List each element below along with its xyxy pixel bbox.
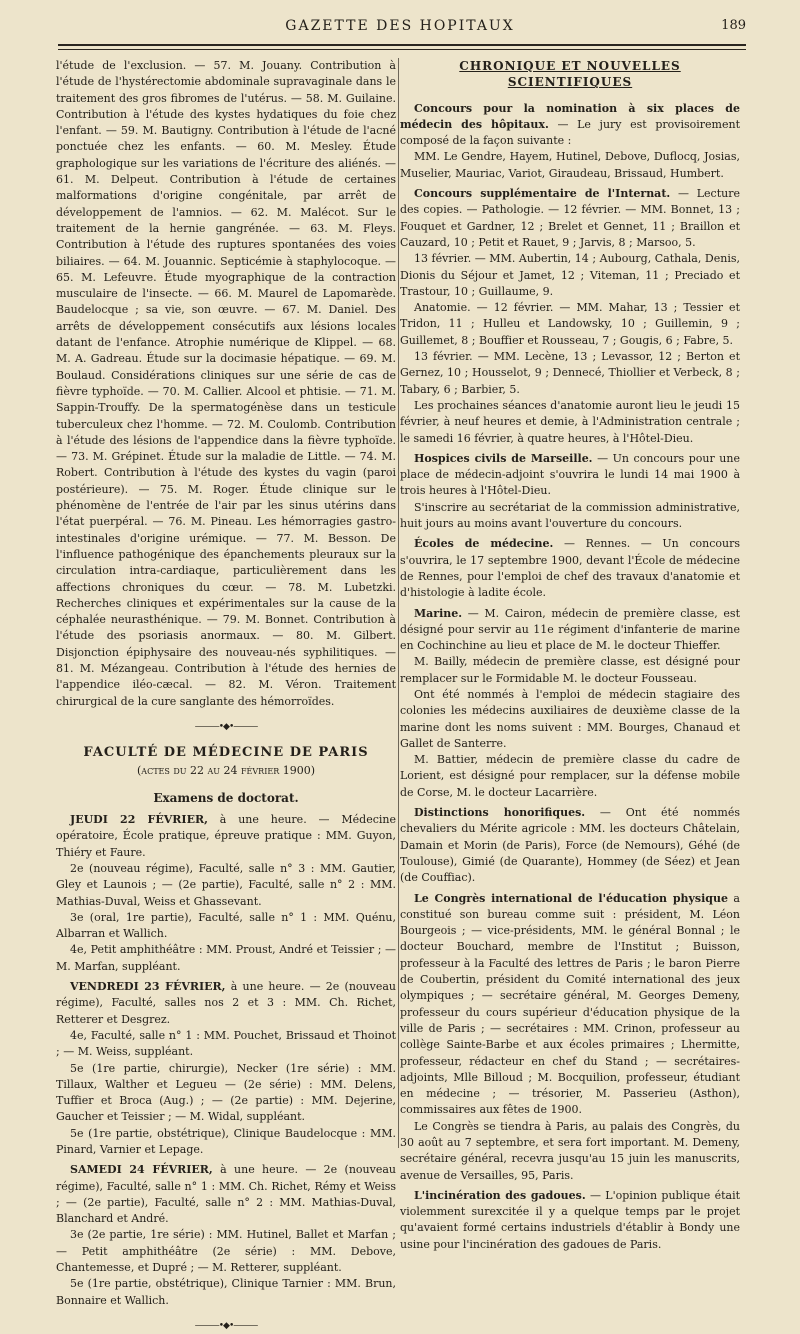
day-heading: SAMEDI 24 FÉVRIER,	[70, 1163, 213, 1177]
news-text: — Rennes. — Un concours s'ouvrira, le 17 septembre 1900, devant l'École de médecine de Rennes, pour l'emploi de chef des travaux d'anatomie et d'histologie à ladite école.	[400, 537, 741, 600]
news-text: — Lecture des copies. — Pathologie. — 12 février. — MM. Bonnet, 13 ; Fouquet et Gardner, 12 ; Brelet et Gennet, 11 ; Braillon et Cauzard, 10 ; Petit et Rauet, 9 ; Jarvis, 8 ; Marsoo, 5.	[400, 187, 740, 249]
chronicle-title: CHRONIQUE ET NOUVELLES SCIENTIFIQUES	[459, 59, 681, 90]
news-paragraph: 13 février. — MM. Lecène, 13 ; Levassor, 12 ; Berton et Gernez, 10 ; Housselot, 9 ; Dennecé, Thiollier et Verbeck, 8 ; Tabary, 6 ; Barbier, 5.	[400, 350, 740, 396]
news-item	[400, 606, 740, 655]
header-rule-thick	[58, 44, 746, 46]
news-paragraph: M. Battier, médecin de première classe du cadre de Lorient, est désigné pour remplacer, sur la défense mobile de Corse, M. le docteur Lacarrière.	[400, 753, 740, 799]
news-paragraph: Les prochaines séances d'anatomie auront lieu le jeudi 15 février, à neuf heures et demie, à l'Administration centrale ; le samedi 16 février, à quatre heures, à l'Hôtel-Dieu.	[400, 398, 740, 445]
news-heading: Hospices civils de Marseille.	[414, 451, 593, 465]
news-item	[400, 891, 740, 1119]
news-item	[400, 536, 740, 601]
page-header	[0, 14, 800, 44]
day-text: à une heure. — 2e (nouveau régime), Faculté, salle n° 1 : MM. Ch. Richet, Rémy et Weiss ; — (2e partie), Faculté, salle n° 2 : MM. Mathias-Duval, Blanchard et André.	[56, 1163, 396, 1226]
exam-day-saturday	[56, 1162, 396, 1227]
news-text: a constitué son bureau comme suit : président, M. Léon Bourgeois ; — vice-présidents, MM. le général Bonnal ; le docteur Bouchard, membre de l'Institut ; Buisson, professeur à la Faculté des lettres de Paris ; le baron Pierre de Coubertin, président du Comité international des jeux olympiques ; — secrétaire général, M. Georges Demeny, professeur du cours supérieur d'éducation physique de la ville de Paris ; — secrétaires : MM. Crinon, professeur au collège Sainte-Barbe et aux écoles primaires ; Lhermitte, professeur, rédacteur en chef du Stand ; — secrétaires-adjoints, Mlle Billoud ; M. Bocquilion, professeur, étudiant en médecine ; — trésorier, M. Passerieu (Asthon), commissaires aux fêtes de 1900.	[400, 891, 740, 1117]
page-number: 189	[721, 18, 746, 33]
exam-entry: 2e (nouveau régime), Faculté, salle n° 3 : MM. Gautier, Gley et Launois ; — (2e partie), Faculté, salle n° 2 : MM. Mathias-Duval, Weiss et Ghassevant.	[56, 861, 396, 908]
day-text: à une heure. — 2e (nouveau régime), Faculté, salles nos 2 et 3 : MM. Ch. Richet, Retterer et Desgrez.	[56, 980, 396, 1026]
news-heading: Concours pour la nomination à six places de médecin des hôpitaux.	[400, 101, 740, 131]
exam-day-friday	[56, 979, 396, 1028]
news-paragraph: MM. Le Gendre, Hayem, Hutinel, Debove, Duflocq, Josias, Muselier, Mauriac, Variot, Giraudeau, Brissaud, Humbert.	[400, 150, 740, 180]
news-heading: Écoles de médecine.	[414, 537, 554, 551]
faculty-section-title: FACULTÉ DE MÉDECINE DE PARIS	[83, 745, 369, 761]
faculty-section-subtitle: (actes du 22 au 24 février 1900)	[137, 764, 315, 778]
exam-entry: 4e, Faculté, salle n° 1 : MM. Pouchet, Brissaud et Thoinot ; — M. Weiss, suppléant.	[56, 1028, 396, 1059]
separator-ornament: ———•◆•———	[194, 1320, 258, 1331]
thesis-list-paragraph: l'étude de l'exclusion. — 57. M. Jouany. Contribution à l'étude de l'hystérectomie abdominale supravaginale dans le traitement des gros fibromes de l'utérus. — 58. M. Guilaine. Contribution à l'étude des kystes hydatiques du foie chez l'enfant. — 59. M. Bautigny. Contribution à l'étude de l'acné ponctuée chez les enfants. — 60. M. Mesley. Étude graphologique sur les variations de l'écriture des aliénés. — 61. M. Delpeut. Contribution à l'étude de certaines malformations d'origine congénitale, par arrêt de développement de l'amnios. — 62. M. Malécot. Sur le traitement de la hernie gangrénée. — 63. M. Fleys. Contribution à l'étude des ruptures spontanées des voies biliaires. — 64. M. Jouannic. Septicémie à staphylocoque. — 65. M. Lefeuvre. Étude myographique de la contraction musculaire de l'insecte. — 66. M. Maurel de Lapomarède. Baudelocque ; sa vie, son œuvre. — 67. M. Daniel. Des arrêts de développement consécutifs aux lésions locales datant de l'enfance. Atrophie numérique de Klippel. — 68. M. A. Gadreau. Étude sur la docimasie hépatique. — 69. M. Boulaud. Considérations cliniques sur une série de cas de fièvre typhoïde. — 70. M. Callier. Alcool et phtisie. — 71. M. Sappin-Trouffy. De la spermatogénèse dans un testicule tuberculeux chez l'homme. — 72. M. Coulomb. Contribution à l'étude des lésions de l'appendice dans la fièvre typhoïde. — 73. M. Grépinet. Étude sur la maladie de Little. — 74. M. Robert. Contribution à l'étude des kystes du vagin (paroi postérieure). — 75. M. Roger. Étude clinique sur le phénomène de l'entrée de l'air par les sinus utérins dans l'état puerpéral. — 76. M. Pineau. Les hémorragies gastro-intestinales d'origine urémique. — 77. M. Besson. De l'influence pathogénique des épanchements pleuraux sur la circulation intra-cardiaque, particulièrement dans les affections chroniques du cœur. — 78. M. Lubetzki. Recherches cliniques et expérimentales sur la cause de la céphalée neurasthénique. — 79. M. Bonnet. Contribution à l'étude des psoriasis anormaux. — 80. M. Gilbert. Disjonction épiphysaire des nouveau-nés syphilitiques. — 81. M. Mézangeau. Contribution à l'étude des hernies de l'appendice iléo-cæcal. — 82. M. Véron. Traitement chirurgical de la cure sanglante des hémorroïdes.	[56, 59, 396, 708]
news-paragraph: M. Bailly, médecin de première classe, est désigné pour remplacer sur le Formidable M. le docteur Fousseau.	[400, 655, 740, 685]
day-text: à une heure. — Médecine opératoire, École pratique, épreuve pratique : MM. Guyon, Thiéry et Faure.	[56, 813, 396, 859]
header-rule-thin	[58, 49, 746, 50]
exams-subheading: Examens de doctorat.	[153, 790, 299, 805]
right-column	[400, 58, 741, 1251]
news-heading: Le Congrès international de l'éducation physique	[414, 891, 728, 905]
news-paragraph: 13 février. — MM. Aubertin, 14 ; Aubourg, Cathala, Denis, Dionis du Séjour et Jamet, 12 ; Viteman, 11 ; Preciado et Trastour, 10 ; Guillaume, 9.	[400, 252, 740, 298]
day-heading: JEUDI 22 FÉVRIER,	[70, 813, 208, 827]
news-heading: Concours supplémentaire de l'Internat.	[414, 187, 671, 201]
exam-entry: 5e (1re partie, obstétrique), Clinique Baudelocque : MM. Pinard, Varnier et Lepage.	[56, 1126, 396, 1156]
running-title: GAZETTE DES HOPITAUX	[285, 18, 515, 34]
news-heading: Distinctions honorifiques.	[414, 806, 586, 820]
exam-entry: 3e (oral, 1re partie), Faculté, salle n° 1 : MM. Quénu, Albarran et Wallich.	[56, 910, 396, 941]
news-item	[400, 1188, 740, 1253]
exam-entry: 4e, Petit amphithéâtre : MM. Proust, André et Teissier ; — M. Marfan, suppléant.	[56, 943, 396, 973]
left-column	[56, 58, 396, 1331]
news-text: — L'opinion publique était violemment surexcitée il y a quelque temps par le projet qu'avaient formé certains industriels d'établir à Bondy une usine pour l'incinération des gadoues de Paris.	[400, 1188, 741, 1251]
day-heading: VENDREDI 23 FÉVRIER,	[70, 980, 226, 994]
news-text: — Le jury est provisoirement composé de la façon suivante :	[400, 117, 741, 148]
news-heading: L'incinération des gadoues.	[414, 1188, 586, 1202]
news-item	[400, 451, 740, 500]
news-paragraph: S'inscrire au secrétariat de la commission administrative, huit jours au moins avant l'ouverture du concours.	[400, 500, 740, 531]
exam-entry: 5e (1re partie, chirurgie), Necker (1re série) : MM. Tillaux, Walther et Legueu — (2e série) : MM. Delens, Tuffier et Broca (Aug.) ; — (2e partie) : MM. Dejerine, Gaucher et Teissier ; — M. Widal, suppléant.	[56, 1061, 396, 1124]
news-paragraph: Le Congrès se tiendra à Paris, au palais des Congrès, du 30 août au 7 septembre, et sera fort important. M. Demeny, secrétaire général, recevra jusqu'au 15 juin les manuscrits, avenue de Versailles, 95, Paris.	[400, 1119, 740, 1182]
news-text: — M. Cairon, médecin de première classe, est désigné pour servir au 11e régiment d'infanterie de marine en Cochinchine au lieu et place de M. le docteur Thieffer.	[400, 606, 740, 653]
separator-ornament: ———•◆•———	[194, 721, 258, 732]
news-text: — Ont été nommés chevaliers du Mérite agricole : MM. les docteurs Châtelain, Damain et Morin (de Paris), Force (de Nemours), Géhé (de Toulouse), Gimié (de Quarante), Hommey (de Séez) et Jean (de Couffiac).	[400, 806, 740, 885]
exam-entry: 5e (1re partie, obstétrique), Clinique Tarnier : MM. Brun, Bonnaire et Wallich.	[56, 1277, 396, 1307]
news-text: — Un concours pour une place de médecin-adjoint s'ouvrira le lundi 14 mai 1900 à trois heures à l'Hôtel-Dieu.	[400, 451, 740, 498]
column-divider	[398, 58, 399, 1148]
news-item	[400, 805, 740, 886]
news-paragraph: Ont été nommés à l'emploi de médecin stagiaire des colonies les médecins auxiliaires de deuxième classe de la marine dont les noms suivent : MM. Bourges, Chanaud et Gallet de Santerre.	[400, 687, 740, 750]
news-heading: Marine.	[414, 606, 463, 620]
news-item	[400, 101, 740, 150]
news-item	[400, 186, 740, 251]
news-paragraph: Anatomie. — 12 février. — MM. Mahar, 13 ; Tessier et Tridon, 11 ; Hulleu et Landowsky, 10 ; Guillemin, 9 ; Guillemet, 8 ; Bouffier et Rousseau, 7 ; Gougis, 6 ; Fabre, 5.	[400, 301, 740, 347]
exam-entry: 3e (2e partie, 1re série) : MM. Hutinel, Ballet et Marfan ; — Petit amphithéâtre (2e série) : MM. Debove, Chantemesse, et Dupré ; — M. Retterer, suppléant.	[56, 1228, 396, 1275]
exam-day-thursday	[56, 812, 396, 861]
